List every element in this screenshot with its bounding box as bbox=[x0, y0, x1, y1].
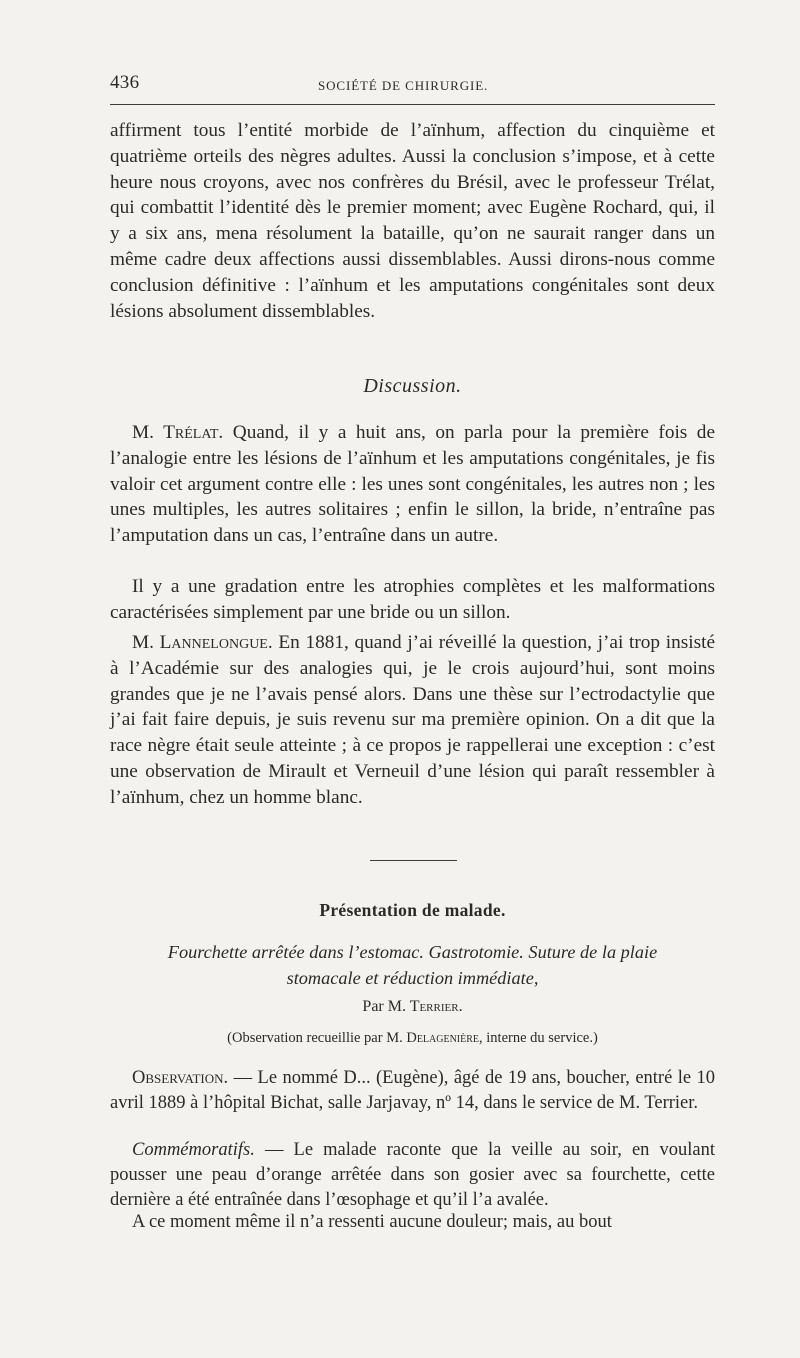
note-name: M. Delagenière, bbox=[386, 1030, 483, 1046]
final-fragment: A ce moment même il n’a ressenti aucune douleur; mais, au bout bbox=[132, 1212, 612, 1232]
intro-paragraph: affirment tous l’entité morbide de l’aïnhum, affection du cinquième et quatrième orteils des nègres adultes. Aussi la conclusion s’impose, et à cette heure nous croyons, avec nos confrères du Brésil, avec le professeur Trélat, qui combattit l’identité dès le premier moment; avec Eugène Rochard, qui, il y a six ans, mena résolument la bataille, qu’on ne saurait ranger dans un même cadre deux affections aussi dissemblables. Aussi dirons-nous comme conclusion définitive : l’aïnhum et les amputations congénitales sont deux lésions absolument dissemblables. bbox=[110, 120, 715, 322]
byline bbox=[110, 998, 715, 1016]
lannelongue-paragraph bbox=[110, 630, 715, 811]
lannelongue-text: En 1881, quand j’ai réveillé la question, j’ai trop insisté à l’Académie sur des analogies qui, je le crois aujourd’hui, sont moins grandes que je ne l’avais pensé alors. Dans une thèse sur l’ectrodactylie que j’ai fait faire depuis, je suis revenu sur ma première opinion. On a dit que la race nègre était seule atteinte ; à ce propos je rappellerai une exception : c’est une observation de Mirault et Verneuil d’une lésion qui paraît ressembler à l’aïnhum, chez un homme blanc. bbox=[110, 632, 715, 808]
section-heading: Présentation de malade. bbox=[319, 900, 506, 920]
observation-note bbox=[110, 1030, 715, 1047]
discussion-heading: Discussion. bbox=[363, 375, 462, 397]
byline-name: M. Terrier. bbox=[387, 998, 463, 1015]
note-prefix: (Observation recueillie par bbox=[227, 1030, 383, 1046]
commemoratifs-text: — Le malade raconte que la veille au soir, en voulant pousser une peau d’orange arrêtée dans son gosier avec sa fourchette, cette dernière a été entraînée dans l’œsophage et qu’il l’a avalée. bbox=[110, 1140, 716, 1210]
speaker-lannelongue: M. Lannelongue. bbox=[132, 632, 273, 653]
header-rule bbox=[110, 104, 715, 105]
section-divider bbox=[370, 860, 457, 861]
page-number: 436 bbox=[110, 72, 140, 93]
trelat-text: Quand, il y a huit ans, on parla pour la première fois de l’analogie entre les lésions de l’aïnhum et les amputations congénitales, je fis valoir cet argument contre elle : les unes sont congénitales, les autres non ; les unes multiples, les autres solitaires ; enfin le sillon, la bride, n’entraîne pas l’amputation dans un cas, l’entraîne dans un autre. bbox=[110, 422, 716, 547]
trelat-continuation: Il y a une gradation entre les atrophies complètes et les malformations caractérisées simplement par une bride ou un sillon. bbox=[110, 576, 715, 623]
running-head: SOCIÉTÉ DE CHIRURGIE. bbox=[318, 78, 489, 93]
note-suffix: interne du service.) bbox=[486, 1030, 598, 1046]
speaker-trelat: M. Trélat. bbox=[132, 422, 224, 443]
case-title-line1: Fourchette arrêtée dans l’estomac. Gastrotomie. Suture de la plaie bbox=[167, 942, 658, 962]
commemoratifs-label: Commémoratifs. bbox=[132, 1140, 255, 1160]
byline-prefix: Par bbox=[362, 998, 384, 1015]
page-header bbox=[110, 72, 715, 98]
commemoratifs-paragraph bbox=[110, 1138, 715, 1213]
observation-text: — Le nommé D... (Eugène), âgé de 19 ans, boucher, entré le 10 avril 1889 à l’hôpital Bichat, salle Jarjavay, nº 14, dans le service de M. Terrier. bbox=[110, 1068, 715, 1113]
trelat-paragraph bbox=[110, 420, 715, 549]
case-title-line2: stomacale et réduction immédiate, bbox=[286, 968, 539, 988]
observation-label: Observation. bbox=[132, 1068, 229, 1088]
observation-paragraph bbox=[110, 1066, 715, 1116]
